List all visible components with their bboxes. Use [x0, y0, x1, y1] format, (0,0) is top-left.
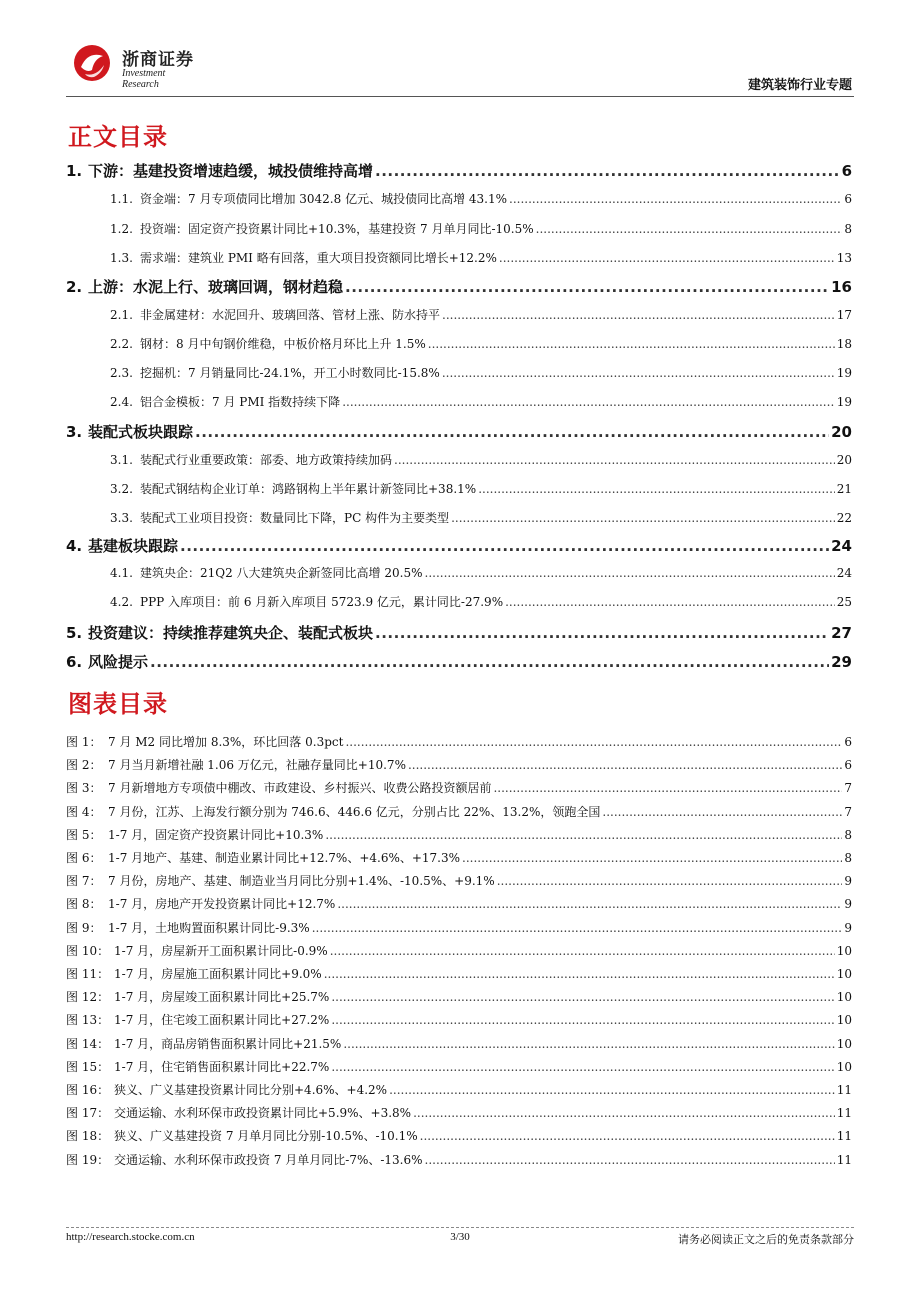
figure-entry-page: 10 — [836, 1059, 852, 1074]
figure-entry[interactable] — [66, 849, 852, 866]
figure-entry-title — [66, 849, 460, 866]
toc-entry-number: 3. — [66, 423, 83, 441]
toc-entry-number: 4.1. — [110, 566, 133, 580]
footer-disclaimer: 请务必阅读正文之后的免责条款部分 — [678, 1233, 854, 1246]
figure-entry-page: 6 — [844, 735, 852, 749]
toc-entry-title — [66, 393, 340, 410]
dot-leader — [442, 366, 835, 380]
figure-caption: 1-7 月，房屋竣工面积累计同比+25.7% — [114, 990, 330, 1005]
figure-entry-page: 10 — [836, 943, 852, 958]
toc-entry-number: 1.1. — [110, 192, 133, 206]
dot-leader — [413, 1106, 835, 1120]
figure-entry[interactable] — [66, 942, 852, 959]
figure-label: 图 7： — [66, 874, 102, 889]
figure-caption: 1-7 月地产、基建、制造业累计同比+12.7%、+4.6%、+17.3% — [108, 851, 461, 865]
toc-section-entry[interactable] — [66, 249, 852, 266]
dot-leader — [345, 278, 829, 296]
figure-entry[interactable] — [66, 965, 852, 982]
brand-logo — [72, 43, 202, 90]
figure-label: 图 19： — [66, 1152, 110, 1167]
toc-entry-text: 下游：基建投资增速趋缓，城投债维持高增 — [88, 162, 374, 180]
toc-entry-page: 16 — [831, 278, 852, 296]
toc-entry-title — [66, 480, 476, 497]
figure-entry-title — [66, 779, 491, 796]
toc-entry-text: 基建板块跟踪 — [88, 537, 179, 555]
toc-entry-text: 上游：水泥上行、玻璃回调，钢材趋稳 — [88, 278, 344, 296]
figure-entry-page: 10 — [836, 967, 852, 981]
figure-label: 图 1： — [66, 735, 102, 749]
figure-entry-page: 7 — [844, 781, 852, 796]
figure-entry[interactable] — [66, 1081, 852, 1098]
toc-entry-number: 1.2. — [110, 222, 133, 236]
toc-entry-page: 24 — [836, 566, 852, 580]
figure-label: 图 3： — [66, 781, 102, 796]
figure-caption: 交通运输、水利环保市政投资累计同比+5.9%、+3.8% — [114, 1106, 412, 1121]
figure-caption: 1-7 月，住宅竣工面积累计同比+27.2% — [114, 1013, 330, 1028]
figure-label: 图 18： — [66, 1129, 110, 1144]
figure-entry[interactable] — [66, 779, 852, 796]
toc-entry-text: 钢材：8 月中旬钢价维稳，中板价格月环比上升 1.5% — [140, 337, 426, 351]
toc-chapter-entry[interactable] — [66, 622, 852, 643]
dot-leader — [428, 337, 835, 351]
toc-entry-title — [66, 509, 449, 526]
toc-section-entry[interactable] — [66, 335, 852, 352]
toc-entry-number: 1. — [66, 162, 83, 180]
figure-entry-title — [66, 895, 335, 912]
toc-section-entry[interactable] — [66, 393, 852, 410]
toc-entry-number: 4.2. — [110, 595, 133, 609]
toc-section-entry[interactable] — [66, 564, 852, 581]
toc-chapter-entry[interactable] — [66, 651, 852, 672]
toc-entry-text: 非金属建材：水泥回升、玻璃回落、管材上涨、防水持平 — [140, 308, 441, 322]
figure-caption: 1-7 月，房地产开发投资累计同比+12.7% — [108, 897, 336, 912]
dot-leader — [180, 537, 829, 555]
toc-entry-text: 装配式板块跟踪 — [88, 423, 194, 441]
page-number: 3/30 — [450, 1231, 470, 1243]
figure-entry-page: 10 — [836, 1036, 852, 1051]
figure-list-title: 图表目录 — [68, 690, 168, 718]
figure-label: 图 9： — [66, 920, 102, 935]
toc-entry-text: 资金端：7 月专项债同比增加 3042.8 亿元、城投债同比高增 43.1% — [140, 192, 508, 206]
dot-leader — [505, 595, 835, 609]
figure-label: 图 10： — [66, 943, 110, 958]
figure-caption: 7 月当月新增社融 1.06 万亿元，社融存量同比+10.7% — [108, 758, 406, 773]
toc-entry-title — [66, 564, 423, 581]
toc-entry-page: 24 — [831, 537, 852, 555]
figure-label: 图 13： — [66, 1013, 110, 1028]
toc-entry-page: 20 — [836, 453, 852, 467]
dot-leader — [375, 624, 829, 642]
dot-leader — [375, 162, 840, 180]
figure-entry[interactable] — [66, 1127, 852, 1144]
dot-leader — [462, 851, 842, 865]
toc-entry-page: 22 — [836, 511, 852, 525]
figure-entry[interactable] — [66, 1035, 852, 1052]
figure-caption: 1-7 月，土地购置面积累计同比-9.3% — [108, 920, 310, 935]
figure-entry-page: 11 — [836, 1106, 852, 1121]
toc-section-entry[interactable] — [66, 593, 852, 610]
dot-leader — [509, 192, 842, 206]
toc-entry-title — [66, 622, 373, 643]
dot-leader — [602, 805, 842, 819]
figure-entry[interactable] — [66, 1058, 852, 1075]
toc-entry-title — [66, 220, 534, 237]
figure-entry-title — [66, 756, 406, 773]
figure-entry[interactable] — [66, 733, 852, 750]
dot-leader — [324, 967, 835, 981]
figure-label: 图 4： — [66, 804, 102, 819]
toc-entry-number: 6. — [66, 653, 83, 671]
figure-entry-title — [66, 803, 600, 820]
figure-label: 图 2： — [66, 758, 102, 773]
toc-entry-page: 13 — [836, 251, 852, 265]
figure-caption: 1-7 月，房屋施工面积累计同比+9.0% — [114, 967, 322, 981]
toc-entry-text: 挖掘机：7 月销量同比-24.1%，开工小时数同比-15.8% — [140, 366, 440, 380]
figure-entry-title — [66, 1011, 329, 1028]
figure-entry-title — [66, 1104, 411, 1121]
dot-leader — [343, 1037, 834, 1051]
dot-leader — [420, 1129, 835, 1143]
toc-entry-title — [66, 593, 503, 610]
toc-entry-number: 2.1. — [110, 308, 133, 322]
figure-label: 图 6： — [66, 851, 102, 865]
toc-entry-text: 铝合金模板：7 月 PMI 指数持续下降 — [140, 395, 341, 409]
figure-entry-title — [66, 919, 310, 936]
figure-entry-title — [66, 1035, 341, 1052]
figure-entry-page: 9 — [844, 920, 852, 935]
figure-entry-page: 10 — [836, 990, 852, 1005]
toc-entry-page: 21 — [836, 482, 852, 496]
figure-entry[interactable] — [66, 895, 852, 912]
toc-entry-title — [66, 335, 426, 352]
toc-entry-title — [66, 451, 392, 468]
dot-leader — [451, 511, 835, 525]
toc-section-entry[interactable] — [66, 190, 852, 207]
figure-caption: 1-7 月，固定资产投资累计同比+10.3% — [108, 827, 324, 842]
toc-entry-number: 2.3. — [110, 366, 133, 380]
toc-title: 正文目录 — [68, 123, 168, 151]
figure-entry[interactable] — [66, 803, 852, 820]
dot-leader — [331, 1060, 834, 1074]
toc-entry-number: 2.4. — [110, 395, 133, 409]
figure-caption: 狭义、广义基建投资 7 月单月同比分别-10.5%、-10.1% — [114, 1129, 418, 1144]
dot-leader — [389, 1083, 835, 1097]
figure-entry-page: 9 — [844, 897, 852, 912]
toc-entry-page: 20 — [831, 423, 852, 441]
figure-label: 图 14： — [66, 1036, 110, 1051]
figure-caption: 1-7 月，商品房销售面积累计同比+21.5% — [114, 1036, 342, 1051]
figure-label: 图 8： — [66, 897, 102, 912]
dot-leader — [478, 482, 835, 496]
toc-entry-title — [66, 306, 440, 323]
figure-entry[interactable] — [66, 1104, 852, 1121]
toc-section-entry[interactable] — [66, 306, 852, 323]
figure-entry-page: 11 — [836, 1083, 852, 1097]
toc-entry-number: 2. — [66, 278, 83, 296]
toc-chapter-entry[interactable] — [66, 276, 852, 297]
figure-entry[interactable] — [66, 919, 852, 936]
figure-entry-title — [66, 1058, 329, 1075]
toc-entry-page: 6 — [844, 192, 852, 206]
figure-label: 图 11： — [66, 967, 110, 981]
toc-entry-title — [66, 190, 507, 207]
toc-entry-number: 3.3. — [110, 511, 133, 525]
dot-leader — [425, 566, 835, 580]
dot-leader — [425, 1153, 835, 1167]
toc-entry-page: 27 — [831, 624, 852, 642]
toc-entry-page: 19 — [836, 395, 852, 409]
figure-entry[interactable] — [66, 1011, 852, 1028]
dot-leader — [325, 828, 842, 842]
figure-entry-title — [66, 826, 323, 843]
figure-entry-title — [66, 942, 328, 959]
toc-entry-number: 1.3. — [110, 251, 133, 265]
toc-entry-page: 29 — [831, 653, 852, 671]
dot-leader — [342, 395, 835, 409]
toc-chapter-entry[interactable] — [66, 160, 852, 181]
figure-entry-title — [66, 1081, 387, 1098]
header-divider — [66, 96, 854, 97]
dot-leader — [497, 874, 843, 888]
dot-leader — [442, 308, 835, 322]
dot-leader — [337, 897, 842, 911]
toc-entry-number: 2.2. — [110, 337, 133, 351]
figure-entry-page: 7 — [844, 804, 852, 819]
dot-leader — [536, 222, 843, 236]
toc-entry-text: 风险提示 — [88, 653, 149, 671]
toc-entry-number: 5. — [66, 624, 83, 642]
dot-leader — [312, 921, 843, 935]
toc-entry-text: 投资端：固定资产投资累计同比+10.3%，基建投资 7 月单月同比-10.5% — [140, 222, 534, 236]
figure-label: 图 16： — [66, 1083, 110, 1097]
figure-entry-page: 10 — [836, 1013, 852, 1028]
dot-leader — [150, 653, 829, 671]
toc-entry-number: 3.1. — [110, 453, 133, 467]
report-type: 建筑装饰行业专题 — [747, 78, 852, 93]
figure-caption: 狭义、广义基建投资累计同比分别+4.6%、+4.2% — [114, 1083, 388, 1097]
toc-entry-text: 装配式钢结构企业订单：鸿路钢构上半年累计新签同比+38.1% — [140, 482, 477, 496]
toc-entry-text: 装配式行业重要政策：部委、地方政策持续加码 — [140, 453, 393, 467]
figure-entry-page: 6 — [844, 758, 852, 773]
toc-entry-title — [66, 276, 343, 297]
toc-entry-page: 19 — [836, 366, 852, 380]
toc-entry-number: 4. — [66, 537, 83, 555]
toc-entry-text: 投资建议：持续推荐建筑央企、装配式板块 — [88, 624, 374, 642]
toc-entry-title — [66, 651, 148, 672]
dot-leader — [195, 423, 829, 441]
figure-entry[interactable] — [66, 826, 852, 843]
figure-entry-page: 8 — [844, 827, 852, 842]
toc-section-entry[interactable] — [66, 364, 852, 381]
dot-leader — [331, 1013, 834, 1027]
toc-entry-text: PPP 入库项目：前 6 月新入库项目 5723.9 亿元，累计同比-27.9% — [140, 595, 504, 609]
dot-leader — [408, 758, 842, 772]
figure-entry-title — [66, 1127, 418, 1144]
figure-caption: 1-7 月，住宅销售面积累计同比+22.7% — [114, 1059, 330, 1074]
figure-entry-title — [66, 872, 495, 889]
dot-leader — [499, 251, 835, 265]
toc-entry-text: 需求端：建筑业 PMI 略有回落，重大项目投资额同比增长+12.2% — [140, 251, 497, 265]
figure-entry[interactable] — [66, 756, 852, 773]
toc-entry-page: 17 — [836, 308, 852, 322]
figure-label: 图 17： — [66, 1106, 110, 1121]
toc-entry-text: 装配式工业项目投资：数量同比下降，PC 构件为主要类型 — [140, 511, 450, 525]
toc-chapter-entry[interactable] — [66, 535, 852, 556]
toc-entry-number: 3.2. — [110, 482, 133, 496]
figure-label: 图 15： — [66, 1059, 110, 1074]
dot-leader — [394, 453, 835, 467]
figure-entry[interactable] — [66, 1151, 852, 1168]
figure-caption: 7 月 M2 同比增加 8.3%，环比回落 0.3pct — [108, 735, 344, 749]
dot-leader — [345, 735, 842, 749]
toc-section-entry[interactable] — [66, 451, 852, 468]
figure-entry-title — [66, 1151, 423, 1168]
toc-section-entry[interactable] — [66, 220, 852, 237]
toc-entry-title — [66, 364, 440, 381]
figure-entry-title — [66, 988, 329, 1005]
logo-emblem-icon — [72, 43, 112, 83]
dot-leader — [330, 944, 835, 958]
toc-entry-page: 25 — [836, 595, 852, 609]
figure-caption: 7 月新增地方专项债中棚改、市政建设、乡村振兴、收费公路投资额居前 — [108, 781, 492, 796]
footer-divider — [66, 1227, 854, 1228]
figure-caption: 7 月份，房地产、基建、制造业当月同比分别+1.4%、-10.5%、+9.1% — [108, 874, 495, 889]
figure-entry-page: 9 — [844, 874, 852, 889]
toc-entry-title — [66, 160, 373, 181]
toc-entry-title — [66, 421, 193, 442]
figure-caption: 7 月份，江苏、上海发行额分别为 746.6、446.6 亿元，分别占比 22%、13.2%，领跑全国 — [108, 804, 601, 819]
figure-caption: 1-7 月，房屋新开工面积累计同比-0.9% — [114, 943, 328, 958]
dot-leader — [331, 990, 834, 1004]
figure-entry-page: 8 — [844, 851, 852, 865]
toc-entry-title — [66, 249, 497, 266]
dot-leader — [493, 781, 842, 795]
toc-entry-text: 建筑央企：21Q2 八大建筑央企新签同比高增 20.5% — [140, 566, 423, 580]
toc-entry-page: 6 — [841, 162, 852, 180]
brand-name-en: Investment Research — [122, 68, 166, 90]
figure-label: 图 12： — [66, 990, 110, 1005]
figure-entry-page: 11 — [836, 1152, 852, 1167]
brand-name-cn: 浙商证券 — [122, 50, 194, 70]
toc-chapter-entry[interactable] — [66, 421, 852, 442]
figure-entry[interactable] — [66, 872, 852, 889]
toc-section-entry[interactable] — [66, 509, 852, 526]
toc-entry-title — [66, 535, 178, 556]
footer-url[interactable]: http://research.stocke.com.cn — [66, 1231, 195, 1243]
figure-entry[interactable] — [66, 988, 852, 1005]
toc-section-entry[interactable] — [66, 480, 852, 497]
figure-entry-title — [66, 733, 343, 750]
toc-entry-page: 18 — [836, 337, 852, 351]
figure-entry-page: 11 — [836, 1129, 852, 1144]
figure-entry-title — [66, 965, 322, 982]
toc-entry-page: 8 — [844, 222, 852, 236]
figure-label: 图 5： — [66, 827, 102, 842]
figure-caption: 交通运输、水利环保市政投资 7 月单月同比-7%、-13.6% — [114, 1152, 423, 1167]
